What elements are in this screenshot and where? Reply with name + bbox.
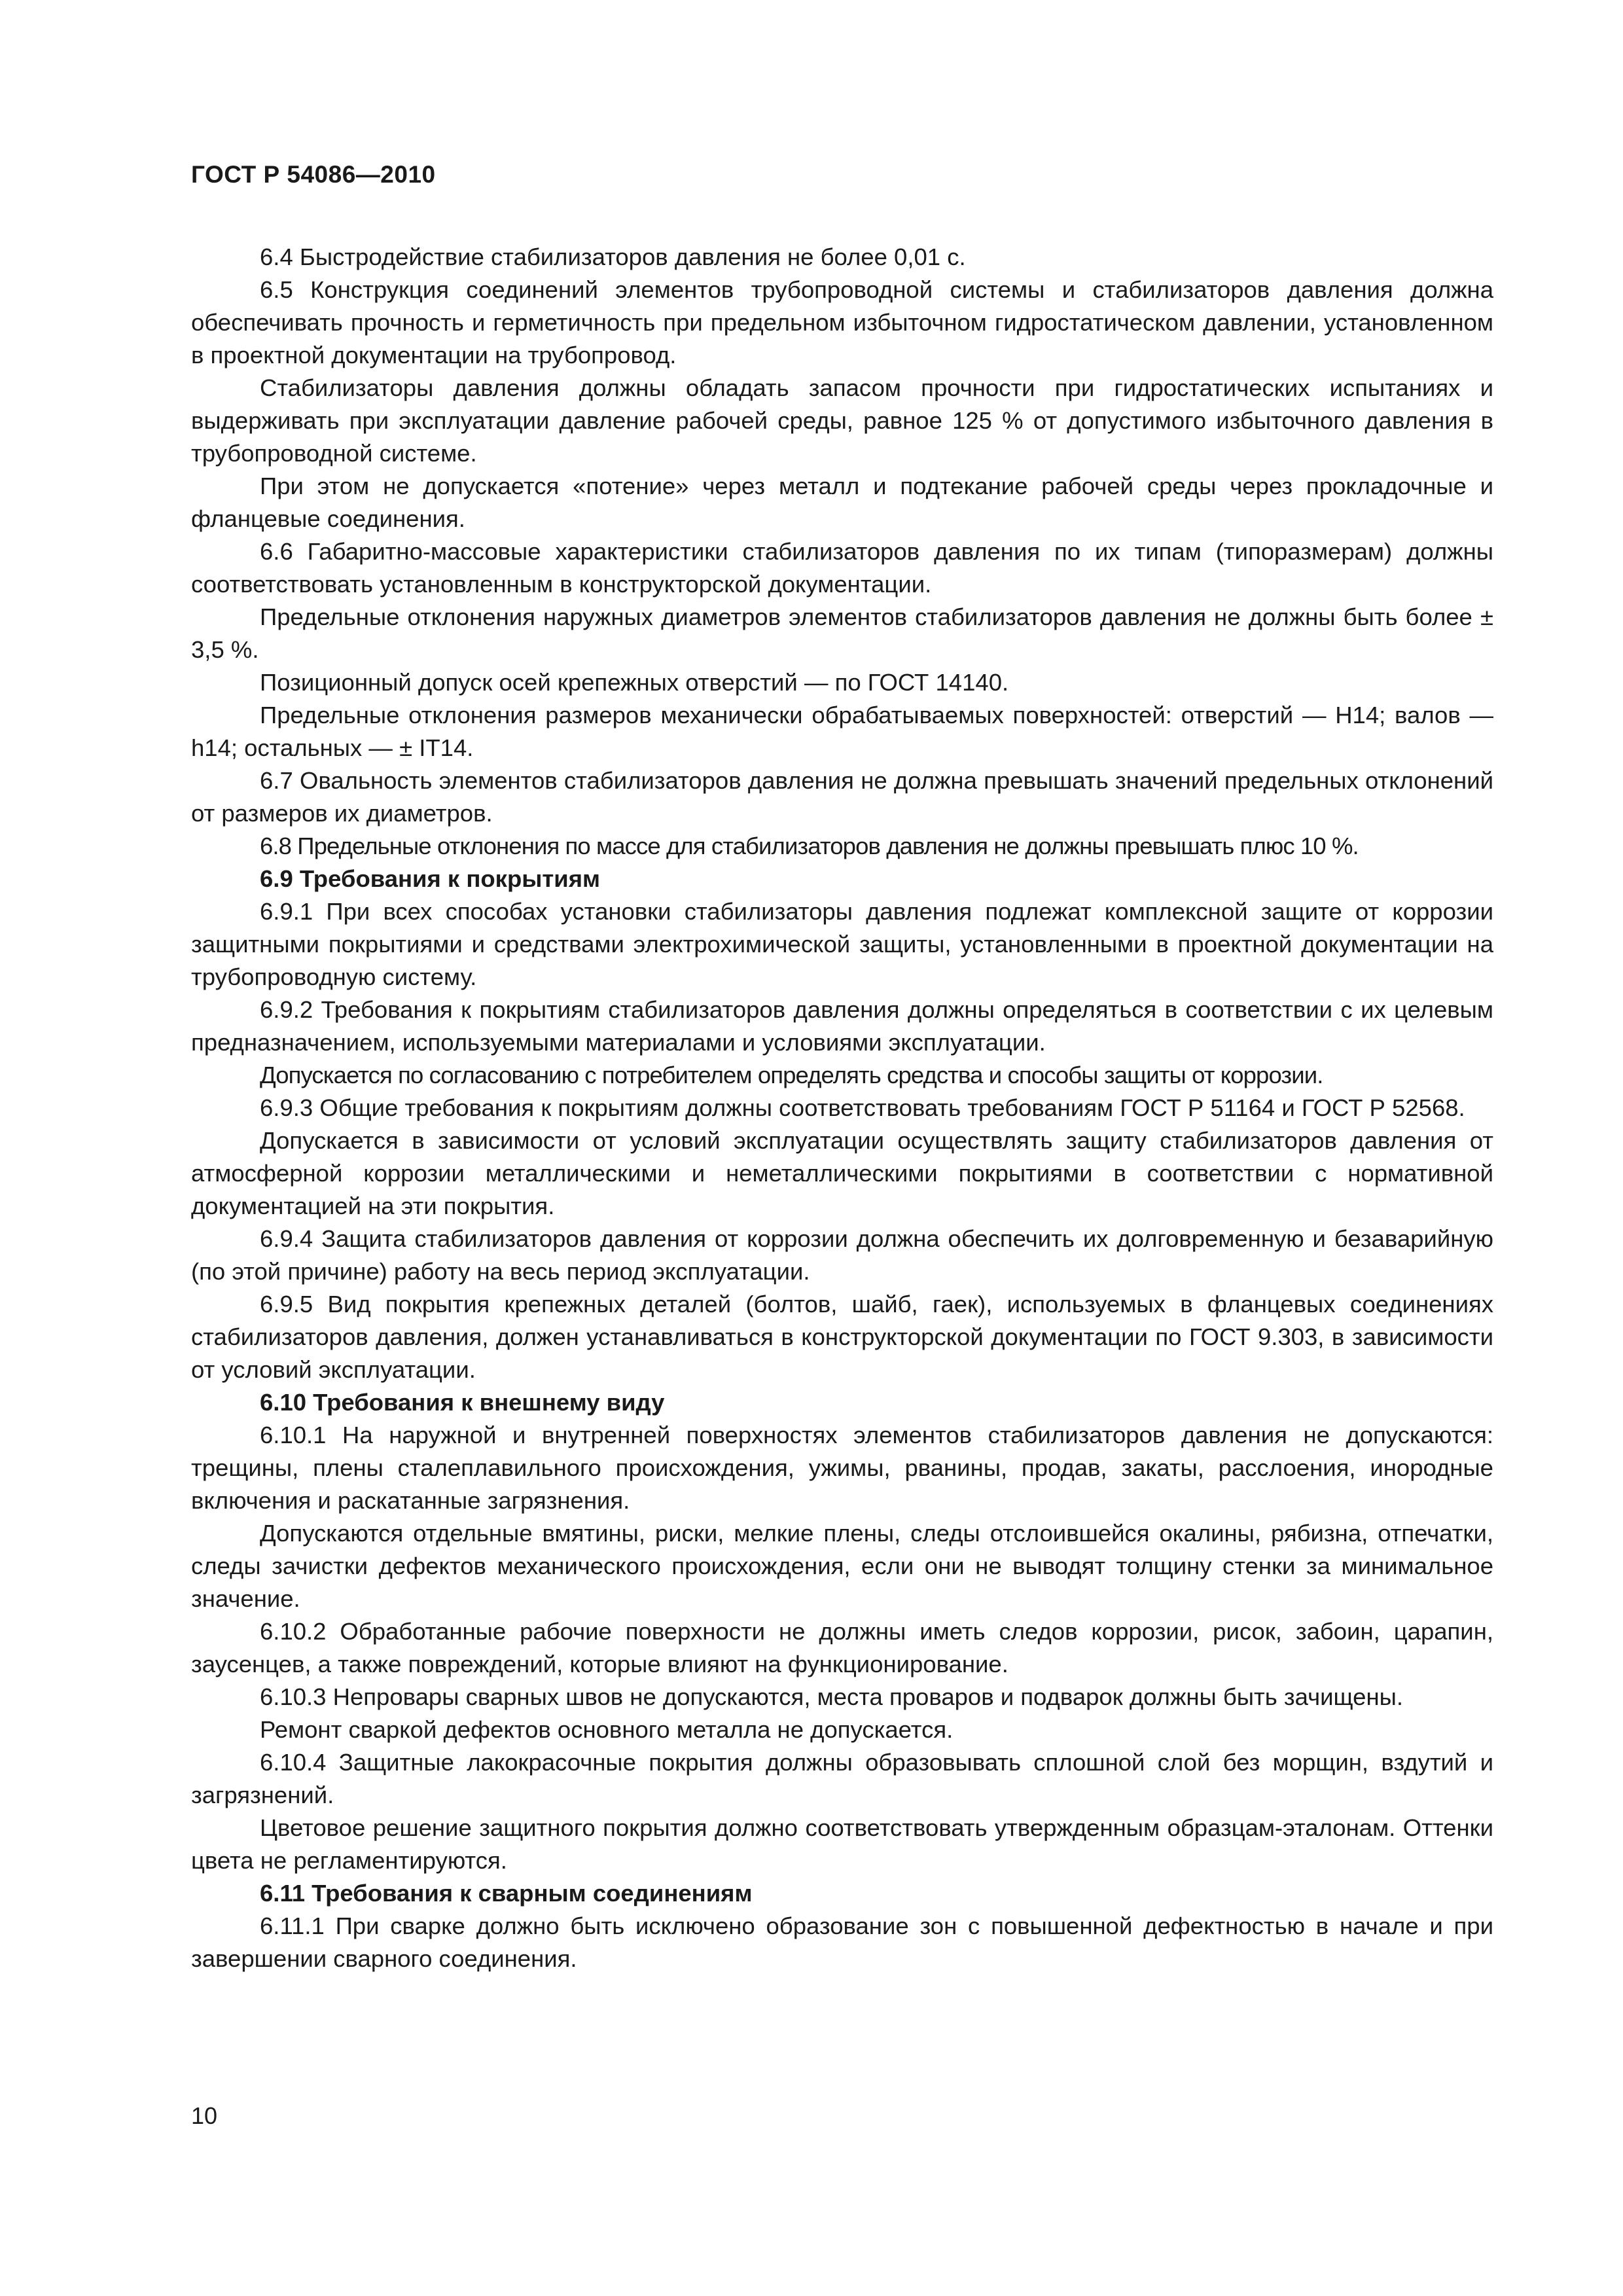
paragraph-6-9-1: 6.9.1 При всех способах установки стабилизаторы давления подлежат комплексной защите от коррозии защитными покрытиями и средствами электрохимической защиты, установленными в проектной документации на трубопроводную систему. xyxy=(191,898,1493,990)
section-heading-6-9: 6.9 Требования к покрытиям xyxy=(260,865,601,892)
paragraph-6-5-strength: Стабилизаторы давления должны обладать запасом прочности при гидростатических испытаниях и выдерживать при эксплуатации давление рабочей среды, равное 125 % от допустимого избыточного давления в трубопроводной системе. xyxy=(191,374,1493,467)
page-number: 10 xyxy=(191,2102,218,2129)
paragraph-6-4: 6.4 Быстродействие стабилизаторов давления не более 0,01 с. xyxy=(260,243,966,270)
paragraph-6-9-2-agreement: Допускается по согласованию с потребителем определять средства и способы защиты от коррозии. xyxy=(260,1062,1323,1088)
paragraph-6-9-3: 6.9.3 Общие требования к покрытиям должны соответствовать требованиям ГОСТ Р 51164 и ГОСТ Р 52568. xyxy=(260,1094,1465,1121)
paragraph-6-9-2: 6.9.2 Требования к покрытиям стабилизаторов давления должны определяться в соответствии с их целевым предназначением, используемыми материалами и условиями эксплуатации. xyxy=(191,996,1493,1056)
paragraph-6-10-3: 6.10.3 Непровары сварных швов не допускаются, места проваров и подварок должны быть зачищены. xyxy=(260,1683,1403,1710)
paragraph-6-10-4: 6.10.4 Защитные лакокрасочные покрытия должны образовывать сплошной слой без морщин, вздутий и загрязнений. xyxy=(191,1749,1493,1808)
paragraph-6-8: 6.8 Предельные отклонения по массе для стабилизаторов давления не должны превышать плюс 10 %. xyxy=(260,833,1359,859)
document-body xyxy=(191,241,1493,1975)
section-heading-6-11: 6.11 Требования к сварным соединениям xyxy=(260,1880,753,1907)
paragraph-6-6-diameters: Предельные отклонения наружных диаметров элементов стабилизаторов давления не должны быть более ± 3,5 %. xyxy=(191,603,1493,663)
paragraph-6-10-2: 6.10.2 Обработанные рабочие поверхности не должны иметь следов коррозии, рисок, забоин, царапин, заусенцев, а также повреждений, которые влияют на функционирование. xyxy=(191,1618,1493,1677)
paragraph-6-6-machined: Предельные отклонения размеров механически обрабатываемых поверхностей: отверстий — Н14; валов — h14; остальных — ± IT14. xyxy=(191,702,1493,761)
document-header: ГОСТ Р 54086—2010 xyxy=(191,161,436,188)
paragraph-6-7: 6.7 Овальность элементов стабилизаторов давления не должна превышать значений предельных отклонений от размеров их диаметров. xyxy=(191,767,1493,827)
paragraph-6-5-sweating: При этом не допускается «потение» через металл и подтекание рабочей среды через прокладочные и фланцевые соединения. xyxy=(191,473,1493,532)
paragraph-6-9-4: 6.9.4 Защита стабилизаторов давления от коррозии должна обеспечить их долговременную и безаварийную (по этой причине) работу на весь период эксплуатации. xyxy=(191,1225,1493,1285)
paragraph-6-6: 6.6 Габаритно-массовые характеристики стабилизаторов давления по их типам (типоразмерам) должны соответствовать установленным в конструкторской документации. xyxy=(191,538,1493,598)
paragraph-6-9-3-atmospheric: Допускается в зависимости от условий эксплуатации осуществлять защиту стабилизаторов давления от атмосферной коррозии металлическими и неметаллическими покрытиями в соответствии с нормативной документацией на эти покрытия. xyxy=(191,1127,1493,1219)
paragraph-6-6-tolerance: Позиционный допуск осей крепежных отверстий — по ГОСТ 14140. xyxy=(260,669,1009,696)
paragraph-6-10-1-allowed: Допускаются отдельные вмятины, риски, мелкие плены, следы отслоившейся окалины, рябизна, отпечатки, следы зачистки дефектов механического происхождения, если они не выводят толщину стенки за минимальное значение. xyxy=(191,1520,1493,1612)
paragraph-6-10-4-color: Цветовое решение защитного покрытия должно соответствовать утвержденным образцам-эталонам. Оттенки цвета не регламентируются. xyxy=(191,1814,1493,1874)
section-heading-6-10: 6.10 Требования к внешнему виду xyxy=(260,1389,665,1416)
paragraph-6-10-3-repair: Ремонт сваркой дефектов основного металла не допускается. xyxy=(260,1716,954,1743)
paragraph-6-10-1: 6.10.1 На наружной и внутренней поверхностях элементов стабилизаторов давления не допускаются: трещины, плены сталеплавильного происхождения, ужимы, рванины, продав, закаты, расслоения, инородные включения и раскатанные загрязнения. xyxy=(191,1422,1493,1514)
paragraph-6-5: 6.5 Конструкция соединений элементов трубопроводной системы и стабилизаторов давления должна обеспечивать прочность и герметичность при предельном избыточном гидростатическом давлении, установленном в проектной документации на трубопровод. xyxy=(191,276,1493,368)
paragraph-6-9-5: 6.9.5 Вид покрытия крепежных деталей (болтов, шайб, гаек), используемых в фланцевых соединениях стабилизаторов давления, должен устанавливаться в конструкторской документации по ГОСТ 9.303, в зависимости от условий эксплуатации. xyxy=(191,1291,1493,1383)
paragraph-6-11-1: 6.11.1 При сварке должно быть исключено образование зон с повышенной дефектностью в начале и при завершении сварного соединения. xyxy=(191,1912,1493,1972)
